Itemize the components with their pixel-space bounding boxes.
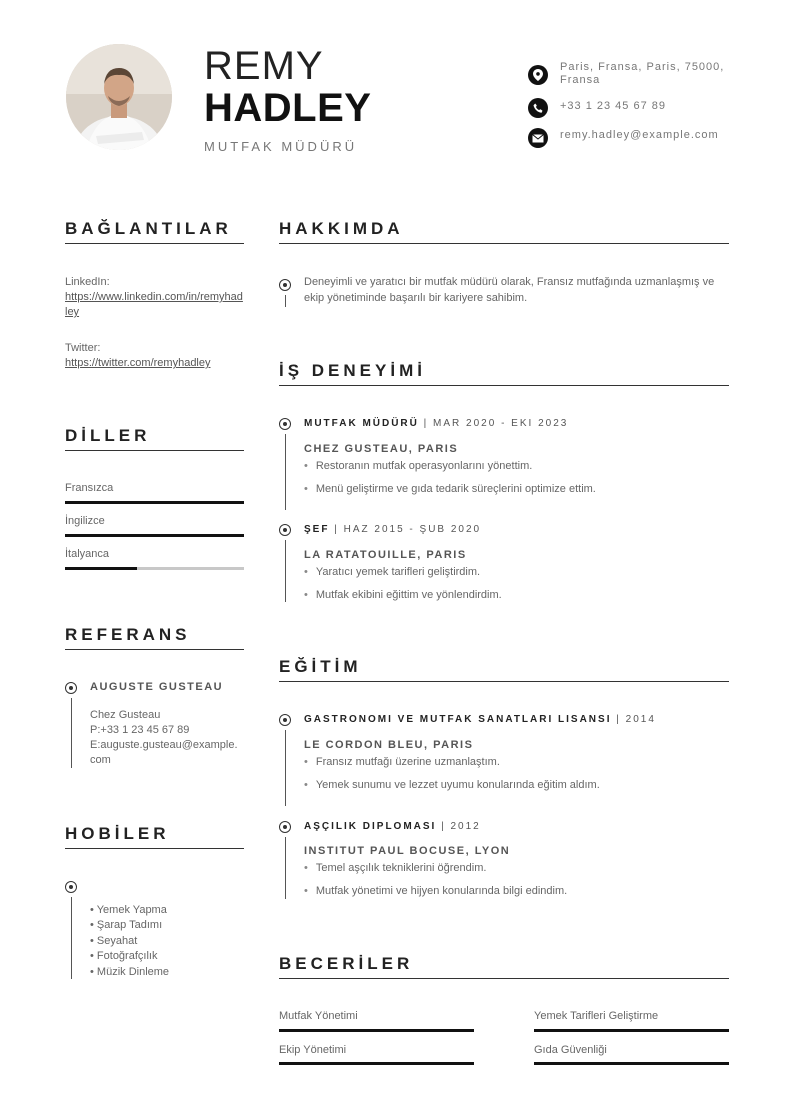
skill-name: Ekip Yönetimi bbox=[279, 1044, 347, 1056]
skills-divider bbox=[279, 978, 729, 979]
skill-level-bar bbox=[279, 1029, 474, 1032]
timeline-line bbox=[71, 897, 72, 979]
links-heading: BAĞLANTILAR bbox=[65, 219, 232, 238]
education-bullet: • Mutfak yönetimi ve hijyen konularında bilgi edindim. bbox=[304, 885, 567, 897]
twitter-block bbox=[65, 341, 243, 371]
skill-level-bar bbox=[279, 1062, 474, 1065]
languages-heading: DİLLER bbox=[65, 426, 151, 445]
timeline-dot-icon bbox=[279, 418, 291, 430]
chef-portrait-icon bbox=[66, 44, 172, 150]
education-degree: GASTRONOMI VE MUTFAK SANATLARI LISANSI bbox=[304, 714, 612, 725]
job-role: ŞEF bbox=[304, 524, 330, 535]
hobby-item: • Müzik Dinleme bbox=[90, 965, 170, 978]
timeline-line bbox=[285, 730, 286, 806]
education-divider bbox=[279, 681, 729, 682]
education-bullet: • Temel aşçılık tekniklerini öğrendim. bbox=[304, 862, 486, 874]
job-bullet: • Restoranın mutfak operasyonlarını yönettim. bbox=[304, 460, 532, 472]
education-year: 2014 bbox=[625, 714, 656, 725]
timeline-dot-icon bbox=[279, 821, 291, 833]
last-name: HADLEY bbox=[204, 86, 372, 130]
timeline-dot-icon bbox=[279, 714, 291, 726]
skill-level-bar bbox=[534, 1062, 729, 1065]
education-header: AŞÇILIK DIPLOMASI | 2012 bbox=[304, 821, 481, 832]
skill-level-bar bbox=[534, 1029, 729, 1032]
reference-company: Chez Gusteau bbox=[90, 709, 161, 721]
language-name: İngilizce bbox=[65, 515, 105, 527]
first-name: REMY bbox=[204, 44, 324, 88]
timeline-line bbox=[285, 837, 286, 899]
linkedin-link[interactable]: https://www.linkedin.com/in/remyhadley bbox=[65, 291, 243, 318]
job-bullet: • Menü geliştirme ve gıda tedarik süreçlerini optimize ettim. bbox=[304, 483, 596, 495]
envelope-icon bbox=[528, 128, 548, 148]
education-header: GASTRONOMI VE MUTFAK SANATLARI LISANSI | 2014 bbox=[304, 714, 656, 725]
education-school: LE CORDON BLEU, PARIS bbox=[304, 739, 474, 751]
job-header: ŞEF | HAZ 2015 - ŞUB 2020 bbox=[304, 524, 482, 535]
timeline-dot-icon bbox=[279, 279, 291, 291]
timeline-dot-icon bbox=[65, 881, 77, 893]
avatar bbox=[66, 44, 172, 150]
languages-divider bbox=[65, 450, 244, 451]
contact-email: remy.hadley@example.com bbox=[560, 129, 719, 141]
job-company: CHEZ GUSTEAU, PARIS bbox=[304, 443, 459, 455]
about-heading: HAKKIMDA bbox=[279, 219, 404, 238]
experience-divider bbox=[279, 385, 729, 386]
skill-name: Mutfak Yönetimi bbox=[279, 1010, 358, 1022]
references-heading: REFERANS bbox=[65, 625, 191, 644]
twitter-link[interactable]: https://twitter.com/remyhadley bbox=[65, 357, 211, 369]
job-title: MUTFAK MÜDÜRÜ bbox=[204, 139, 358, 154]
language-level-bar bbox=[65, 534, 244, 537]
timeline-line bbox=[285, 540, 286, 602]
job-header: MUTFAK MÜDÜRÜ | MAR 2020 - EKI 2023 bbox=[304, 418, 569, 429]
phone-icon bbox=[528, 98, 548, 118]
linkedin-block bbox=[65, 275, 243, 320]
skill-name: Gıda Güvenliği bbox=[534, 1044, 607, 1056]
education-degree: AŞÇILIK DIPLOMASI bbox=[304, 821, 437, 832]
reference-details bbox=[90, 708, 242, 768]
education-year: 2012 bbox=[450, 821, 481, 832]
twitter-label: Twitter: bbox=[65, 342, 101, 354]
job-bullet: • Yaratıcı yemek tarifleri geliştirdim. bbox=[304, 566, 480, 578]
language-name: İtalyanca bbox=[65, 548, 110, 560]
hobby-item: • Şarap Tadımı bbox=[90, 919, 163, 932]
links-divider bbox=[65, 243, 244, 244]
language-level-bar bbox=[65, 567, 137, 570]
timeline-dot-icon bbox=[279, 524, 291, 536]
job-dates: HAZ 2015 - ŞUB 2020 bbox=[343, 524, 482, 535]
references-divider bbox=[65, 649, 244, 650]
language-level-bar bbox=[65, 501, 244, 504]
contact-phone: +33 1 23 45 67 89 bbox=[560, 100, 666, 112]
hobbies-heading: HOBİLER bbox=[65, 824, 170, 843]
experience-heading: İŞ DENEYİMİ bbox=[279, 361, 426, 380]
hobby-item: • Yemek Yapma bbox=[90, 904, 167, 916]
linkedin-label: LinkedIn: bbox=[65, 276, 110, 288]
education-heading: EĞİTİM bbox=[279, 657, 362, 676]
timeline-line bbox=[285, 434, 286, 510]
reference-phone: P:+33 1 23 45 67 89 bbox=[90, 724, 190, 736]
hobbies-list bbox=[90, 903, 169, 980]
timeline-line bbox=[285, 295, 286, 307]
reference-email: E:auguste.gusteau@example.com bbox=[90, 739, 238, 766]
skill-name: Yemek Tarifleri Geliştirme bbox=[534, 1010, 659, 1022]
reference-name: AUGUSTE GUSTEAU bbox=[90, 681, 224, 693]
education-school: INSTITUT PAUL BOCUSE, LYON bbox=[304, 845, 511, 857]
location-pin-icon bbox=[528, 65, 548, 85]
timeline-line bbox=[71, 698, 72, 768]
job-bullet: • Mutfak ekibini eğittim ve yönlendirdim. bbox=[304, 589, 502, 601]
contact-address: Paris, Fransa, Paris, 75000, Fransa bbox=[560, 61, 725, 86]
timeline-dot-icon bbox=[65, 682, 77, 694]
hobbies-divider bbox=[65, 848, 244, 849]
education-bullet: • Fransız mutfağı üzerine uzmanlaştım. bbox=[304, 756, 500, 768]
about-text: Deneyimli ve yaratıcı bir mutfak müdürü olarak, Fransız mutfağında uzmanlaşmış ve ekip yönetiminde başarılı bir kariyere sahibim. bbox=[304, 276, 715, 304]
hobby-item: • Seyahat bbox=[90, 934, 138, 947]
language-name: Fransızca bbox=[65, 482, 114, 494]
job-dates: MAR 2020 - EKI 2023 bbox=[433, 418, 569, 429]
skills-heading: BECERİLER bbox=[279, 954, 414, 973]
hobby-item: • Fotoğrafçılık bbox=[90, 950, 158, 963]
about-divider bbox=[279, 243, 729, 244]
education-bullet: • Yemek sunumu ve lezzet uyumu konularında eğitim aldım. bbox=[304, 779, 600, 791]
job-company: LA RATATOUILLE, PARIS bbox=[304, 549, 467, 561]
job-role: MUTFAK MÜDÜRÜ bbox=[304, 418, 419, 429]
